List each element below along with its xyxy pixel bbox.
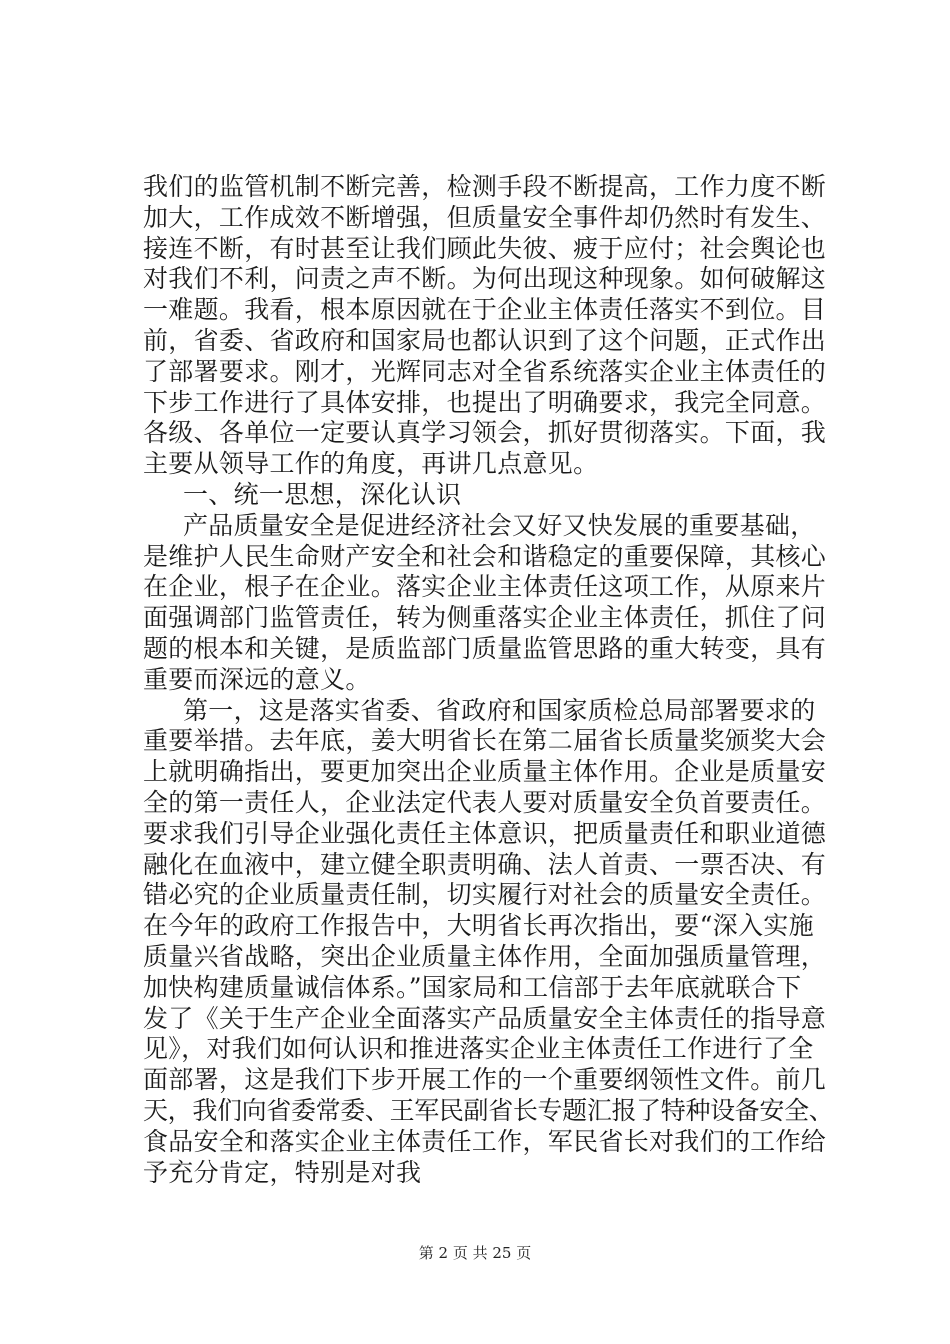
text-line: 错必究的企业质量责任制，切实履行对社会的质量安全责任。 xyxy=(143,880,827,910)
text-line: 食品安全和落实企业主体责任工作，军民省长对我们的工作给 xyxy=(143,1126,827,1156)
text-line: 要求我们引导企业强化责任主体意识，把质量责任和职业道德 xyxy=(143,818,827,848)
text-line: 质量兴省战略，突出企业质量主体作用，全面加强质量管理， xyxy=(143,941,827,971)
text-line: 主要从领导工作的角度，再讲几点意见。 xyxy=(143,449,599,479)
text-line: 融化在血液中，建立健全职责明确、法人首责、一票否决、有 xyxy=(143,849,827,879)
text-line: 重要而深远的意义。 xyxy=(143,664,371,694)
text-line: 下步工作进行了具体安排，也提出了明确要求，我完全同意。 xyxy=(143,387,827,417)
text-line: 一难题。我看，根本原因就在于企业主体责任落实不到位。目 xyxy=(143,295,827,325)
text-line: 第一，这是落实省委、省政府和国家质检总局部署要求的 xyxy=(183,695,816,725)
text-line: 予充分肯定，特别是对我 xyxy=(143,1157,422,1187)
text-line: 各级、各单位一定要认真学习领会，抓好贯彻落实。下面，我 xyxy=(143,418,827,448)
text-line: 前，省委、省政府和国家局也都认识到了这个问题，正式作出 xyxy=(143,325,827,355)
text-line: 面强调部门监管责任，转为侧重落实企业主体责任，抓住了问 xyxy=(143,603,827,633)
text-line: 产品质量安全是促进经济社会又好又快发展的重要基础， xyxy=(183,510,816,540)
text-line: 是维护人民生命财产安全和社会和谐稳定的重要保障，其核心 xyxy=(143,541,827,571)
text-line: 重要举措。去年底，姜大明省长在第二届省长质量奖颁奖大会 xyxy=(143,726,827,756)
text-line: 加大，工作成效不断增强，但质量安全事件却仍然时有发生、 xyxy=(143,202,827,232)
text-line: 一、统一思想，深化认识 xyxy=(183,479,462,509)
text-line: 面部署，这是我们下步开展工作的一个重要纲领性文件。前几 xyxy=(143,1065,827,1095)
text-line: 在今年的政府工作报告中，大明省长再次指出，要“深入实施 xyxy=(143,911,814,941)
text-line: 了部署要求。刚才，光辉同志对全省系统落实企业主体责任的 xyxy=(143,356,827,386)
text-line: 加快构建质量诚信体系。”国家局和工信部于去年底就联合下 xyxy=(143,972,802,1002)
text-line: 题的根本和关键，是质监部门质量监管思路的重大转变，具有 xyxy=(143,633,827,663)
text-line: 接连不断，有时甚至让我们顾此失彼、疲于应付；社会舆论也 xyxy=(143,233,827,263)
text-line: 上就明确指出，要更加突出企业质量主体作用。企业是质量安 xyxy=(143,757,827,787)
text-line: 我们的监管机制不断完善，检测手段不断提高，工作力度不断 xyxy=(143,172,827,201)
text-line: 天，我们向省委常委、王军民副省长专题汇报了特种设备安全、 xyxy=(143,1095,834,1125)
document-body xyxy=(143,172,833,1188)
text-line: 在企业，根子在企业。落实企业主体责任这项工作，从原来片 xyxy=(143,572,827,602)
text-line: 全的第一责任人，企业法定代表人要对质量安全负首要责任。 xyxy=(143,787,827,817)
text-line: 发了《关于生产企业全面落实产品质量安全主体责任的指导意 xyxy=(143,1003,827,1033)
text-line: 对我们不利，问责之声不断。为何出现这种现象。如何破解这 xyxy=(143,264,827,294)
page-footer: 第 2 页 共 25 页 xyxy=(418,1244,532,1262)
text-line: 见》，对我们如何认识和推进落实企业主体责任工作进行了全 xyxy=(143,1034,814,1064)
